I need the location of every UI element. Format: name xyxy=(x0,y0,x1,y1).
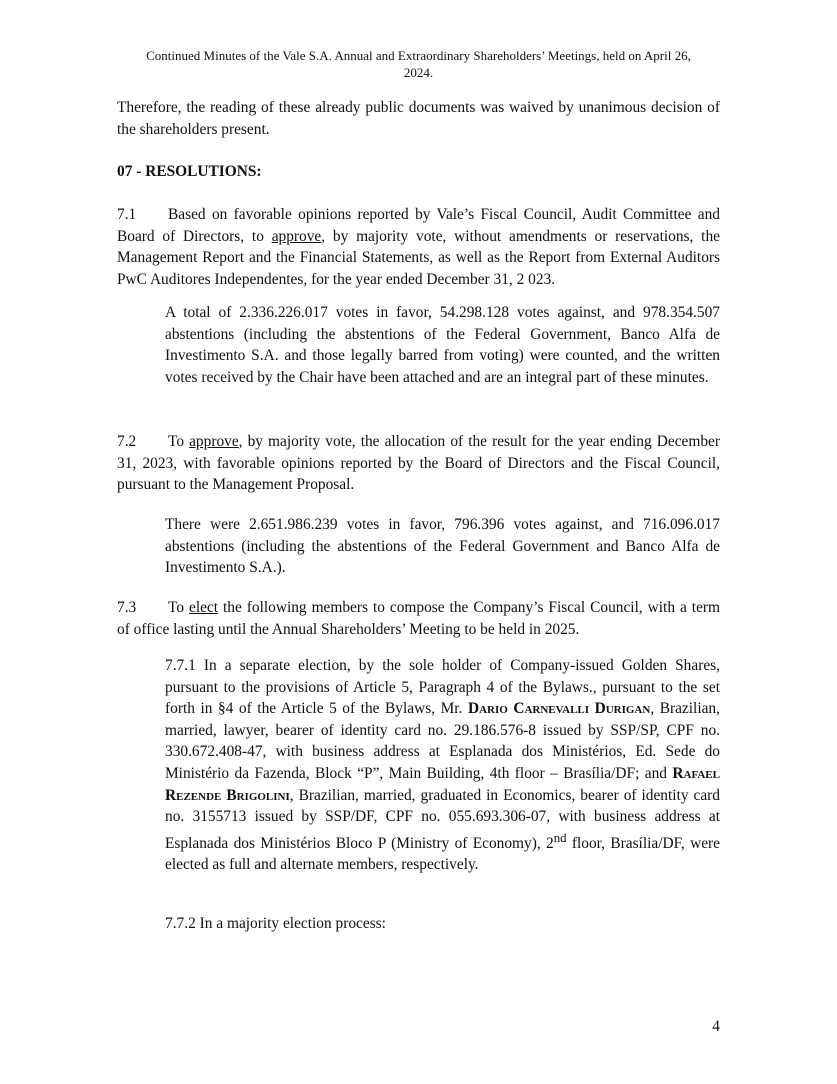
header-line-1: Continued Minutes of the Vale S.A. Annual and Extraordinary Shareholders’ Meetings, held on April 26, xyxy=(146,48,691,63)
resolution-7-1-votes: A total of 2.336.226.017 votes in favor, 54.298.128 votes against, and 978.354.507 abstentions (including the abstentions of the Federal Government, Banco Alfa de Investimento S.A. and those legally barred from voting) were counted, and the written votes received by the Chair have been attached and are an integral part of these minutes. xyxy=(165,304,720,386)
resolution-verb: approve xyxy=(189,433,239,450)
resolution-number: 7.2 xyxy=(117,433,137,450)
resolution-7-1: 7.1 Based on favorable opinions reported by Vale’s Fiscal Council, Audit Committee and Board of Directors, to approve, by majority vote, without amendments or reservations, the Management Report and the Financial Statements, as well as the Report from External Auditors PwC Auditores Independentes, for the year ended December 31, 2 023. xyxy=(117,206,720,288)
intro-paragraph: Therefore, the reading of these already public documents was waived by unanimous decision of the shareholders present. xyxy=(117,99,720,138)
person-name: Dario Carnevalli Durigan xyxy=(467,700,651,718)
header-line-2: 2024. xyxy=(403,65,434,80)
resolution-7-7-2: 7.7.2 In a majority election process: xyxy=(165,915,386,932)
resolution-7-3: 7.3 To elect the following members to compose the Company’s Fiscal Council, with a term of office lasting until the Annual Shareholders’ Meeting to be held in 2025. xyxy=(117,599,720,638)
page-header xyxy=(100,47,737,81)
resolution-verb: elect xyxy=(188,599,219,616)
resolution-number: 7.1 xyxy=(117,206,137,223)
resolution-7-2-votes: There were 2.651.986.239 votes in favor, 796.396 votes against, and 716.096.017 abstentions (including the abstentions of the Federal Government and Banco Alfa de Investimento S.A.). xyxy=(165,516,720,577)
person-name: Rafael Rezende Brigolini xyxy=(165,764,720,804)
resolution-7-2: 7.2 To approve, by majority vote, the allocation of the result for the year ending December 31, 2023, with favorable opinions reported by the Board of Directors and the Fiscal Council, pursuant to the Management Proposal. xyxy=(117,433,720,494)
superscript: nd xyxy=(553,830,567,845)
section-heading: 07 - RESOLUTIONS: xyxy=(117,163,262,180)
resolution-number: 7.3 xyxy=(117,599,137,616)
page-number: 4 xyxy=(712,1018,720,1035)
resolution-verb: approve xyxy=(271,227,322,245)
resolution-7-7-1: 7.7.1 In a separate election, by the sole holder of Company-issued Golden Shares, pursuant to the provisions of Article 5, Paragraph 4 of the Bylaws., pursuant to the set forth in §4 of the Article 5 of the Bylaws, Mr. Dario Carnevalli Durigan, Brazilian, married, lawyer, bearer of identity card no. 29.186.576-8 issued by SSP/SP, CPF no. 330.672.408-47, with business address at Esplanada dos Ministérios, Ed. Sede do Ministério da Fazenda, Block “P”, Main Building, 4th floor – Brasília/DF; and Rafael Rezende Brigolini, Brazilian, married, graduated in Economics, bearer of identity card no. 3155713 issued by SSP/DF, CPF no. 055.693.306-07, with business address at Esplanada dos Ministérios Bloco P (Ministry of Economy), 2nd floor, Brasília/DF, were elected as full and alternate members, respectively. xyxy=(165,657,721,874)
